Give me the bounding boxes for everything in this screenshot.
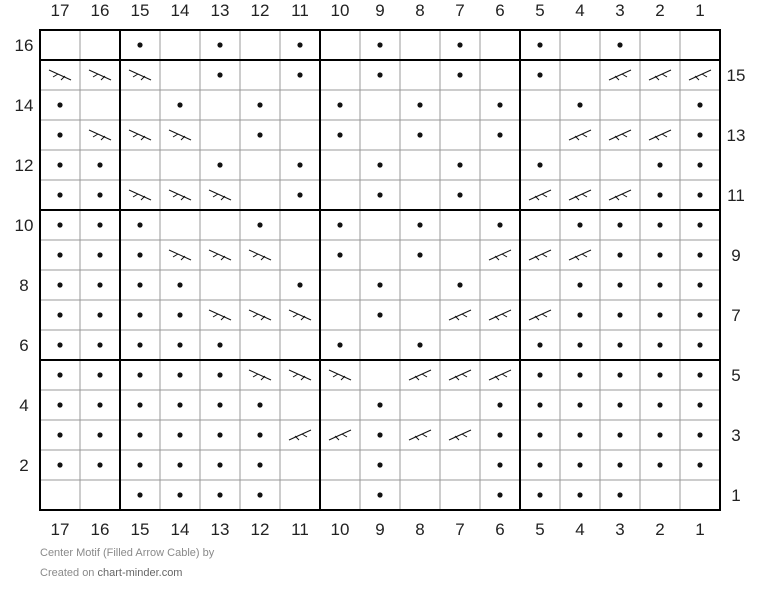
purl-dot-icon	[297, 162, 302, 167]
purl-dot-icon	[97, 462, 102, 467]
purl-dot-icon	[537, 72, 542, 77]
purl-dot-icon	[257, 462, 262, 467]
purl-dot-icon	[297, 72, 302, 77]
cable-stitch-icon	[489, 370, 511, 380]
purl-dot-icon	[497, 462, 502, 467]
purl-dot-icon	[697, 402, 702, 407]
purl-dot-icon	[697, 432, 702, 437]
purl-dot-icon	[137, 402, 142, 407]
purl-dot-icon	[417, 222, 422, 227]
purl-dot-icon	[497, 132, 502, 137]
purl-dot-icon	[137, 342, 142, 347]
purl-dot-icon	[657, 192, 662, 197]
purl-dot-icon	[177, 462, 182, 467]
column-number: 11	[291, 1, 309, 20]
purl-dot-icon	[657, 162, 662, 167]
cable-stitch-icon	[329, 430, 351, 440]
purl-dot-icon	[177, 342, 182, 347]
purl-dot-icon	[257, 102, 262, 107]
purl-dot-icon	[177, 372, 182, 377]
purl-dot-icon	[57, 432, 62, 437]
purl-dot-icon	[57, 222, 62, 227]
purl-dot-icon	[97, 162, 102, 167]
purl-dot-icon	[417, 132, 422, 137]
cable-stitch-icon	[329, 370, 351, 380]
column-number: 15	[130, 1, 150, 20]
cable-stitch-icon	[249, 370, 271, 380]
purl-dot-icon	[297, 282, 302, 287]
cable-stitch-icon	[569, 130, 591, 140]
row-number: 3	[731, 426, 741, 445]
purl-dot-icon	[697, 222, 702, 227]
cable-stitch-icon	[569, 190, 591, 200]
column-number: 7	[455, 1, 465, 20]
chart-by-label: by	[202, 547, 215, 559]
purl-dot-icon	[297, 192, 302, 197]
purl-dot-icon	[497, 102, 502, 107]
purl-dot-icon	[217, 372, 222, 377]
purl-dot-icon	[617, 402, 622, 407]
purl-dot-icon	[537, 372, 542, 377]
cable-stitch-icon	[489, 250, 511, 260]
purl-dot-icon	[577, 102, 582, 107]
purl-dot-icon	[217, 462, 222, 467]
purl-dot-icon	[577, 312, 582, 317]
column-number: 9	[375, 1, 385, 20]
purl-dot-icon	[177, 432, 182, 437]
row-number: 14	[14, 96, 34, 115]
purl-dot-icon	[417, 342, 422, 347]
purl-dot-icon	[497, 492, 502, 497]
column-number: 5	[535, 520, 545, 539]
purl-dot-icon	[57, 252, 62, 257]
cable-stitch-icon	[409, 430, 431, 440]
purl-dot-icon	[137, 312, 142, 317]
row-numbers-right	[727, 66, 746, 505]
purl-dot-icon	[137, 492, 142, 497]
purl-dot-icon	[217, 432, 222, 437]
cable-stitch-icon	[449, 370, 471, 380]
purl-dot-icon	[497, 402, 502, 407]
purl-dot-icon	[577, 402, 582, 407]
purl-dot-icon	[537, 42, 542, 47]
column-number: 1	[695, 1, 705, 20]
column-number: 2	[655, 1, 665, 20]
purl-dot-icon	[97, 252, 102, 257]
purl-dot-icon	[537, 402, 542, 407]
column-number: 6	[495, 520, 505, 539]
purl-dot-icon	[497, 222, 502, 227]
purl-dot-icon	[377, 192, 382, 197]
cable-stitch-icon	[289, 310, 311, 320]
cable-stitch-icon	[449, 430, 471, 440]
chart-grid	[40, 30, 720, 510]
purl-dot-icon	[697, 192, 702, 197]
purl-dot-icon	[137, 42, 142, 47]
purl-dot-icon	[97, 192, 102, 197]
purl-dot-icon	[337, 222, 342, 227]
purl-dot-icon	[257, 432, 262, 437]
purl-dot-icon	[617, 342, 622, 347]
purl-dot-icon	[697, 102, 702, 107]
purl-dot-icon	[377, 162, 382, 167]
cable-stitch-icon	[609, 190, 631, 200]
purl-dot-icon	[377, 462, 382, 467]
cable-stitch-icon	[129, 190, 151, 200]
purl-dot-icon	[657, 372, 662, 377]
cable-stitch-icon	[209, 310, 231, 320]
site-link[interactable]: chart-minder.com	[97, 567, 183, 579]
purl-dot-icon	[617, 222, 622, 227]
purl-dot-icon	[697, 132, 702, 137]
purl-dot-icon	[57, 372, 62, 377]
purl-dot-icon	[57, 102, 62, 107]
purl-dot-icon	[697, 342, 702, 347]
row-number: 12	[14, 156, 34, 175]
purl-dot-icon	[137, 372, 142, 377]
purl-dot-icon	[177, 402, 182, 407]
purl-dot-icon	[657, 312, 662, 317]
purl-dot-icon	[337, 252, 342, 257]
column-numbers-bottom	[51, 520, 705, 539]
purl-dot-icon	[417, 102, 422, 107]
purl-dot-icon	[537, 342, 542, 347]
purl-dot-icon	[537, 462, 542, 467]
purl-dot-icon	[457, 282, 462, 287]
cable-stitch-icon	[289, 430, 311, 440]
purl-dot-icon	[617, 42, 622, 47]
column-number: 12	[250, 1, 270, 20]
cable-stitch-icon	[89, 70, 111, 80]
cable-stitch-icon	[169, 250, 191, 260]
cable-stitch-icon	[249, 250, 271, 260]
column-number: 13	[210, 1, 230, 20]
row-number: 9	[731, 246, 741, 265]
cable-stitch-icon	[609, 130, 631, 140]
purl-dot-icon	[217, 162, 222, 167]
purl-dot-icon	[57, 312, 62, 317]
row-number: 1	[731, 486, 741, 505]
purl-dot-icon	[577, 432, 582, 437]
purl-dot-icon	[177, 282, 182, 287]
purl-dot-icon	[577, 222, 582, 227]
purl-dot-icon	[577, 342, 582, 347]
purl-dot-icon	[97, 372, 102, 377]
purl-dot-icon	[537, 432, 542, 437]
purl-dot-icon	[577, 492, 582, 497]
purl-dot-icon	[137, 462, 142, 467]
cable-stitch-icon	[689, 70, 711, 80]
row-number: 11	[727, 186, 745, 205]
column-number: 6	[495, 1, 505, 20]
purl-dot-icon	[617, 492, 622, 497]
purl-dot-icon	[697, 282, 702, 287]
purl-dot-icon	[217, 72, 222, 77]
purl-dot-icon	[257, 222, 262, 227]
column-number: 10	[330, 1, 350, 20]
purl-dot-icon	[697, 462, 702, 467]
column-number: 14	[170, 520, 190, 539]
purl-dot-icon	[617, 252, 622, 257]
purl-dot-icon	[537, 162, 542, 167]
purl-dot-icon	[577, 282, 582, 287]
row-number: 15	[726, 66, 746, 85]
column-number: 17	[50, 520, 70, 539]
row-numbers-left	[15, 36, 34, 475]
purl-dot-icon	[137, 222, 142, 227]
cable-stitch-icon	[609, 70, 631, 80]
row-number: 10	[14, 216, 34, 235]
purl-dot-icon	[57, 192, 62, 197]
cable-stitch-icon	[249, 310, 271, 320]
cable-stitch-icon	[449, 310, 471, 320]
purl-dot-icon	[697, 252, 702, 257]
purl-dot-icon	[657, 282, 662, 287]
column-number: 10	[330, 520, 350, 539]
chart-title: Center Motif (Filled Arrow Cable)	[40, 547, 200, 559]
column-number: 5	[535, 1, 545, 20]
chart-credit	[40, 567, 182, 579]
cable-stitch-icon	[169, 190, 191, 200]
purl-dot-icon	[97, 282, 102, 287]
column-number: 7	[455, 520, 465, 539]
purl-dot-icon	[377, 72, 382, 77]
column-number: 11	[291, 520, 309, 539]
purl-dot-icon	[57, 282, 62, 287]
purl-dot-icon	[377, 492, 382, 497]
column-number: 14	[170, 1, 190, 20]
purl-dot-icon	[697, 162, 702, 167]
purl-dot-icon	[57, 342, 62, 347]
purl-dot-icon	[457, 192, 462, 197]
cable-stitch-icon	[89, 130, 111, 140]
purl-dot-icon	[177, 102, 182, 107]
purl-dot-icon	[377, 282, 382, 287]
cable-stitch-icon	[529, 190, 551, 200]
column-number: 2	[655, 520, 665, 539]
purl-dot-icon	[57, 132, 62, 137]
column-number: 3	[615, 1, 625, 20]
purl-dot-icon	[257, 492, 262, 497]
cable-stitch-icon	[649, 130, 671, 140]
purl-dot-icon	[617, 432, 622, 437]
purl-dot-icon	[697, 312, 702, 317]
column-number: 4	[575, 1, 585, 20]
purl-dot-icon	[217, 42, 222, 47]
purl-dot-icon	[97, 432, 102, 437]
purl-dot-icon	[217, 402, 222, 407]
cable-stitch-icon	[209, 250, 231, 260]
purl-dot-icon	[177, 492, 182, 497]
cable-stitch-icon	[169, 130, 191, 140]
purl-dot-icon	[177, 312, 182, 317]
purl-dot-icon	[657, 432, 662, 437]
purl-dot-icon	[377, 312, 382, 317]
purl-dot-icon	[137, 432, 142, 437]
column-number: 17	[50, 1, 70, 20]
purl-dot-icon	[657, 462, 662, 467]
column-number: 15	[130, 520, 150, 539]
row-number: 13	[726, 126, 746, 145]
purl-dot-icon	[657, 402, 662, 407]
column-number: 9	[375, 520, 385, 539]
column-number: 13	[210, 520, 230, 539]
created-on-label: Created on	[40, 567, 95, 579]
purl-dot-icon	[577, 372, 582, 377]
purl-dot-icon	[617, 462, 622, 467]
purl-dot-icon	[97, 402, 102, 407]
purl-dot-icon	[97, 312, 102, 317]
purl-dot-icon	[57, 162, 62, 167]
row-number: 7	[731, 306, 741, 325]
cable-stitch-icon	[129, 70, 151, 80]
cable-stitch-icon	[129, 130, 151, 140]
purl-dot-icon	[217, 342, 222, 347]
purl-dot-icon	[457, 162, 462, 167]
purl-dot-icon	[537, 492, 542, 497]
cable-stitch-icon	[569, 250, 591, 260]
cable-stitch-icon	[289, 370, 311, 380]
purl-dot-icon	[57, 402, 62, 407]
purl-dot-icon	[457, 72, 462, 77]
row-number: 6	[19, 336, 29, 355]
purl-dot-icon	[617, 312, 622, 317]
purl-dot-icon	[337, 132, 342, 137]
purl-dot-icon	[57, 462, 62, 467]
column-number: 16	[90, 520, 110, 539]
purl-dot-icon	[377, 402, 382, 407]
purl-dot-icon	[657, 222, 662, 227]
cable-stitch-icon	[209, 190, 231, 200]
row-number: 5	[731, 366, 741, 385]
column-number: 16	[90, 1, 110, 20]
purl-dot-icon	[257, 132, 262, 137]
cable-stitch-icon	[529, 310, 551, 320]
purl-dot-icon	[97, 222, 102, 227]
purl-dot-icon	[577, 462, 582, 467]
purl-dot-icon	[457, 42, 462, 47]
purl-dot-icon	[297, 42, 302, 47]
cable-stitch-icon	[649, 70, 671, 80]
column-number: 12	[250, 520, 270, 539]
purl-dot-icon	[697, 372, 702, 377]
row-number: 4	[19, 396, 29, 415]
column-number: 1	[695, 520, 705, 539]
purl-dot-icon	[617, 372, 622, 377]
cable-stitch-icon	[409, 370, 431, 380]
column-numbers-top	[51, 1, 705, 20]
purl-dot-icon	[377, 42, 382, 47]
cable-stitch-icon	[489, 310, 511, 320]
column-number: 4	[575, 520, 585, 539]
purl-dot-icon	[137, 282, 142, 287]
column-number: 8	[415, 520, 425, 539]
purl-dot-icon	[657, 252, 662, 257]
purl-dot-icon	[337, 102, 342, 107]
purl-dot-icon	[217, 492, 222, 497]
purl-dot-icon	[657, 342, 662, 347]
row-number: 2	[19, 456, 29, 475]
purl-dot-icon	[337, 342, 342, 347]
purl-dot-icon	[97, 342, 102, 347]
purl-dot-icon	[137, 252, 142, 257]
purl-dot-icon	[257, 402, 262, 407]
row-number: 8	[19, 276, 29, 295]
purl-dot-icon	[377, 432, 382, 437]
purl-dot-icon	[497, 432, 502, 437]
column-number: 3	[615, 520, 625, 539]
purl-dot-icon	[417, 252, 422, 257]
cable-stitch-icon	[529, 250, 551, 260]
chart-caption	[40, 547, 214, 559]
column-number: 8	[415, 1, 425, 20]
row-number: 16	[14, 36, 34, 55]
cable-stitch-icon	[49, 70, 71, 80]
purl-dot-icon	[617, 282, 622, 287]
